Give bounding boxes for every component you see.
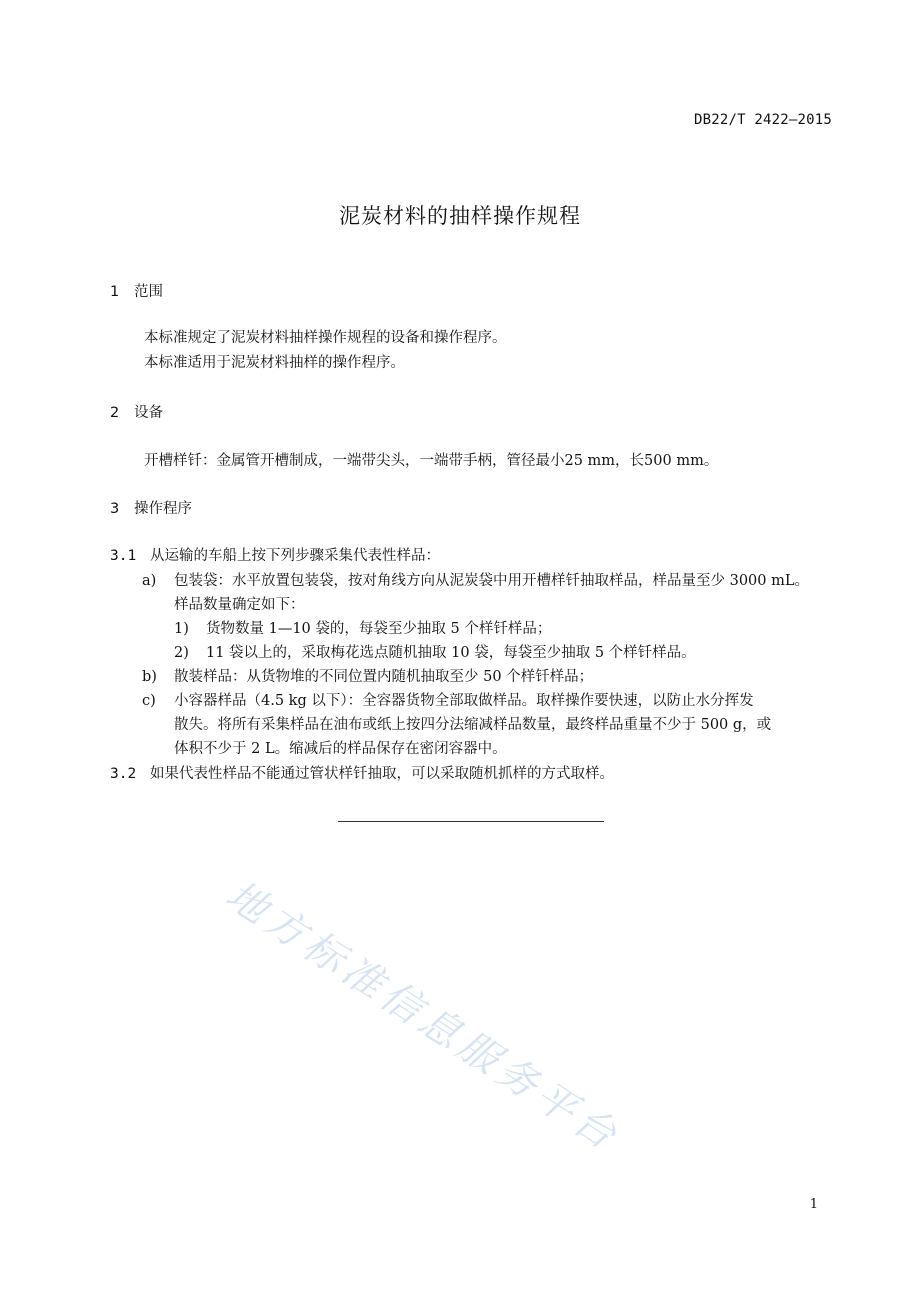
section-1-paragraph-2: 本标准适用于泥炭材料抽样的操作程序。 bbox=[144, 355, 405, 371]
list-text: 包装袋：水平放置包装袋，按对角线方向从泥炭袋中用开槽样钎抽取样品，样品量至少 3000 mL。 bbox=[174, 573, 809, 589]
watermark: 地方标准信息服务平台 bbox=[217, 872, 629, 1162]
section-2-paragraph: 开槽样钎：金属管开槽制成，一端带尖头，一端带手柄，管径最小25 mm，长500 mm。 bbox=[144, 453, 719, 469]
sub-item-label: 1) bbox=[174, 621, 189, 637]
list-item-b bbox=[142, 665, 593, 686]
clause-text: 如果代表性样品不能通过管状样钎抽取，可以采取随机抓样的方式取样。 bbox=[150, 766, 614, 782]
sub-item-1 bbox=[174, 617, 551, 638]
document-code: DB22/T 2422—2015 bbox=[693, 112, 832, 128]
list-item-a bbox=[142, 569, 809, 590]
section-title: 设备 bbox=[134, 405, 163, 421]
list-label: c) bbox=[142, 693, 156, 709]
clause-3-1 bbox=[110, 544, 440, 565]
list-label: a) bbox=[142, 573, 157, 589]
section-title: 操作程序 bbox=[134, 501, 192, 517]
section-number: 1 bbox=[110, 284, 120, 300]
clause-number: 3.2 bbox=[110, 766, 137, 782]
section-number: 2 bbox=[110, 405, 120, 421]
sub-item-label: 2) bbox=[174, 645, 189, 661]
list-text: 散装样品：从货物堆的不同位置内随机抽取至少 50 个样钎样品； bbox=[174, 669, 594, 685]
section-3-heading bbox=[110, 497, 192, 518]
end-of-document-rule bbox=[338, 821, 604, 822]
sub-item-text: 11 袋以上的，采取梅花选点随机抽取 10 袋，每袋至少抽取 5 个样钎样品。 bbox=[206, 645, 696, 661]
clause-3-2 bbox=[110, 762, 614, 783]
section-2-heading bbox=[110, 401, 163, 422]
page-number: 1 bbox=[809, 1197, 818, 1212]
list-item-c-continuation-1: 散失。将所有采集样品在油布或纸上按四分法缩减样品数量，最终样品重量不少于 500 g，或 bbox=[174, 717, 772, 733]
sub-item-text: 货物数量 1—10 袋的，每袋至少抽取 5 个样钎样品； bbox=[206, 621, 552, 637]
clause-number: 3.1 bbox=[110, 548, 137, 564]
list-item-a-continuation: 样品数量确定如下： bbox=[174, 597, 305, 613]
sub-item-2 bbox=[174, 641, 696, 662]
clause-text: 从运输的车船上按下列步骤采集代表性样品： bbox=[150, 548, 440, 564]
section-1-paragraph-1: 本标准规定了泥炭材料抽样操作规程的设备和操作程序。 bbox=[144, 330, 507, 346]
list-text: 小容器样品（4.5 kg 以下）：全容器货物全部取做样品。取样操作要快速，以防止水分挥发 bbox=[174, 693, 754, 709]
list-item-c-continuation-2: 体积不少于 2 L。缩减后的样品保存在密闭容器中。 bbox=[174, 741, 507, 757]
document-title: 泥炭材料的抽样操作规程 bbox=[339, 204, 581, 228]
section-1-heading bbox=[110, 280, 163, 301]
section-title: 范围 bbox=[134, 284, 163, 300]
list-label: b) bbox=[142, 669, 157, 685]
section-number: 3 bbox=[110, 501, 120, 517]
list-item-c bbox=[142, 689, 754, 710]
